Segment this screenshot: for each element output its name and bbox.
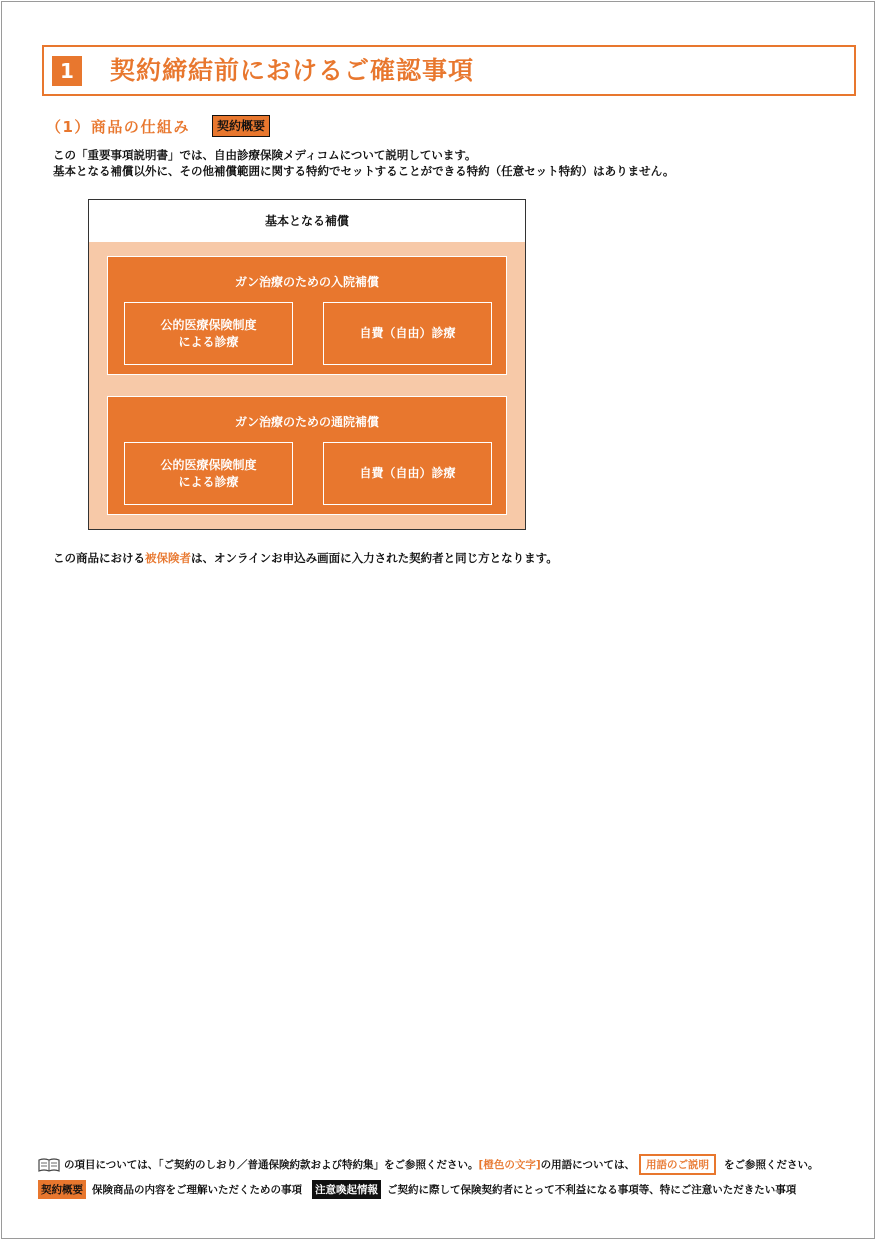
intro-line-2: 基本となる補償以外に、その他補償範囲に関する特約でセットすることができる特約（任意セット特約）はありません。 [53,163,675,178]
intro-line-1: この「重要事項説明書」では、自由診療保険メディコムについて説明しています。 [53,148,477,162]
coverage-diagram [88,199,526,530]
section-title: 契約締結前におけるご確認事項 [110,56,475,85]
sub-box-line-1: 公的医療保険制度 [160,457,257,472]
book-icon [38,1157,60,1173]
diagram-title: 基本となる補償 [89,200,525,242]
sub-box-line-2: による診療 [178,334,239,349]
contract-summary-desc: 保険商品の内容をご理解いただくための事項 [92,1184,302,1196]
section-number: 1 [52,56,82,86]
outpatient-coverage-box [107,396,507,515]
intro-text [53,148,674,179]
footer-text-c: をご参照ください。 [723,1159,819,1171]
self-pay-box: 自費（自由）診療 [323,442,492,505]
note-after: は、オンラインお申込み画面に入力された契約者と同じ方となります。 [191,551,558,565]
caution-info-legend-tag: 注意喚起情報 [312,1180,381,1199]
note-before: この商品における [53,551,145,565]
contract-summary-legend-tag: 契約概要 [38,1180,86,1199]
inpatient-coverage-box [107,256,507,375]
caution-info-desc: ご契約に際して保険契約者にとって不利益になる事項等、特にご注意いただきたい事項 [387,1184,797,1196]
footer-line-1 [38,1154,818,1175]
insured-term-link[interactable]: 被保険者 [145,551,191,565]
coverage-title: ガン治療のための通院補償 [234,415,379,429]
coverage-title: ガン治療のための入院補償 [234,275,379,289]
sub-box-line-1: 公的医療保険制度 [160,317,257,332]
insured-note [53,550,558,566]
subsection-heading [46,115,270,137]
public-insurance-box [124,302,293,365]
contract-summary-tag: 契約概要 [212,115,270,137]
terms-glossary-link[interactable]: 用語のご説明 [639,1154,716,1175]
footer-text-b: の用語については、 [540,1159,635,1171]
section-header [42,45,856,96]
footer-text-a: の項目については、「ご契約のしおり／普通保険約款および特約集」をご参照ください。 [64,1159,479,1171]
sub-box-line-2: による診療 [178,474,239,489]
page-border [1,1,875,1239]
public-insurance-box [124,442,293,505]
orange-label: [橙色の文字] [478,1159,541,1171]
footer-line-2 [38,1180,796,1199]
self-pay-box: 自費（自由）診療 [323,302,492,365]
subsection-title: （1）商品の仕組み [46,117,190,136]
